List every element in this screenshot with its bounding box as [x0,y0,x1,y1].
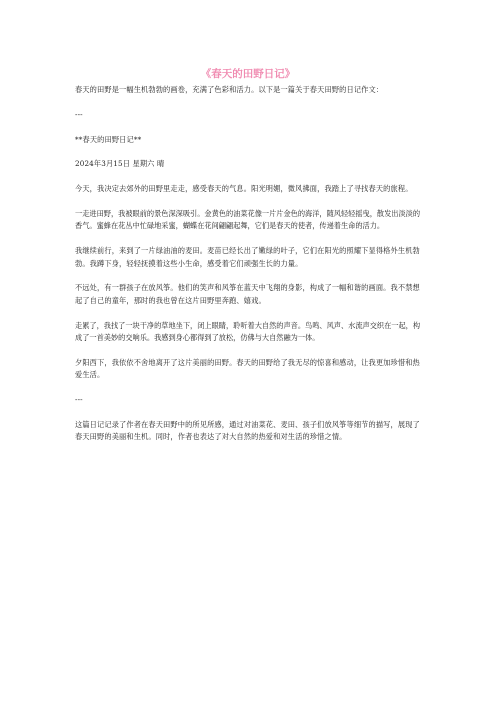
diary-paragraph: 我继续前行，来到了一片绿油油的麦田。麦苗已经长出了嫩绿的叶子，它们在阳光的照耀下显得格外生机勃勃。我蹲下身，轻轻抚摸着这些小生命，感受着它们顽强生长的力量。 [75,246,420,268]
diary-paragraph: 今天，我决定去郊外的田野里走走，感受春天的气息。阳光明媚，微风拂面，我踏上了寻找春天的旅程。 [75,184,413,194]
summary-paragraph: 这篇日记记录了作者在春天田野中的所见所感，通过对油菜花、麦田、孩子们放风筝等细节的描写，展现了春天田野的美丽和生机。同时，作者也表达了对大自然的热爱和对生活的珍惜之情。 [75,419,420,442]
document-title: 《春天的田野日记》 [200,68,296,80]
diary-heading: **春天的田野日记** [75,134,142,144]
separator-line: --- [75,395,83,404]
separator-line: --- [75,109,83,119]
diary-date: 2024年3月15日 星期六 晴 [75,159,165,169]
diary-paragraph: 不远处，有一群孩子在放风筝。他们的笑声和风筝在蓝天中飞翔的身影，构成了一幅和谐的画面。我不禁想起了自己的童年，那时的我也曾在这片田野里奔跑、嬉戏。 [75,283,420,305]
intro-paragraph: 春天的田野是一幅生机勃勃的画卷，充满了色彩和活力。以下是一篇关于春天田野的日记作文： [75,85,384,94]
diary-paragraph: 走累了，我找了一块干净的草地坐下，闭上眼睛，聆听着大自然的声音。鸟鸣、风声、水流声交织在一起，构成了一首美妙的交响乐。我感到身心都得到了放松，仿佛与大自然融为一体。 [75,320,421,342]
diary-paragraph: 一走进田野，我被眼前的景色深深吸引。金黄色的油菜花像一片片金色的海洋，随风轻轻摇曳，散发出淡淡的香气。蜜蜂在花丛中忙碌地采蜜，蝴蝶在花间翩翩起舞，它们是春天的使者，传递着生命的活力。 [75,208,421,231]
document-body [75,84,427,456]
diary-paragraph: 夕阳西下，我依依不舍地离开了这片美丽的田野。春天的田野给了我无尽的惊喜和感动，让我更加珍惜和热爱生活。 [75,357,420,380]
